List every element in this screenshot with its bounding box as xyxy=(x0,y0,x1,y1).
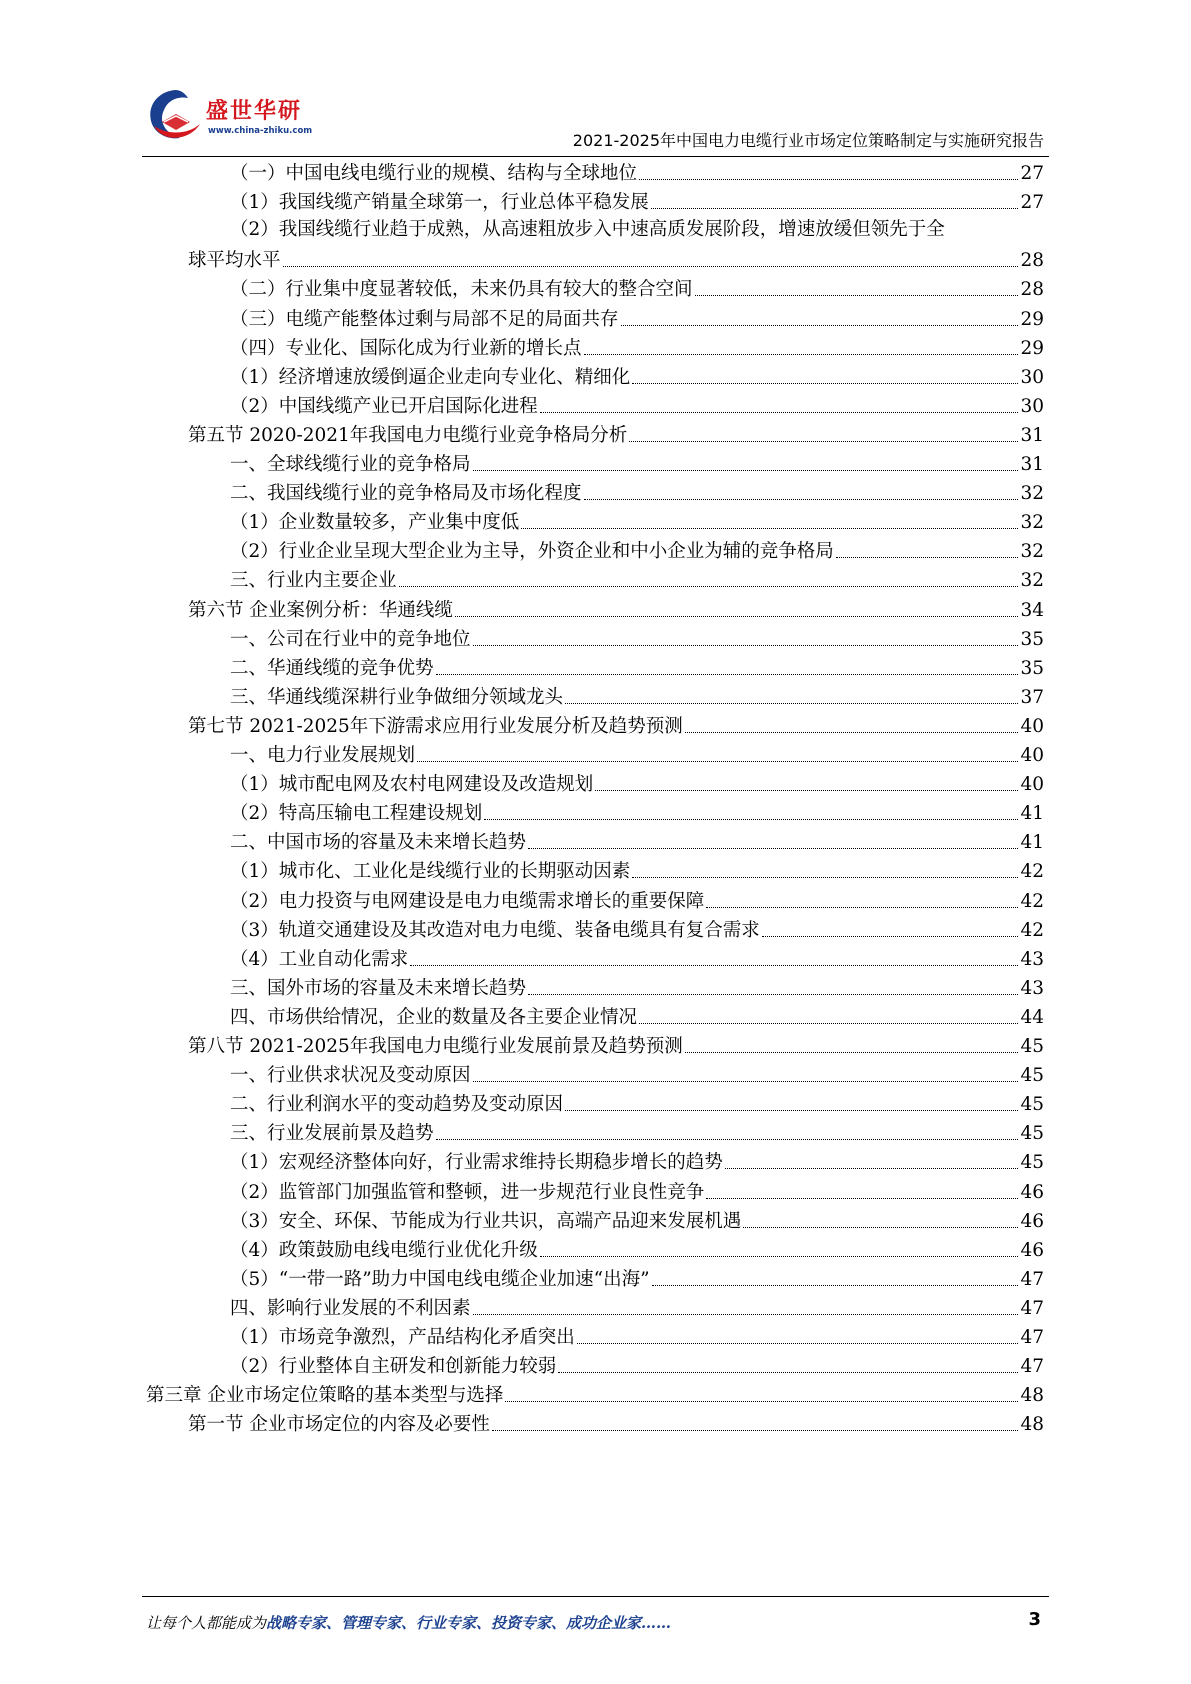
toc-entry[interactable] xyxy=(230,160,1044,186)
toc-entry-title: （1）我国线缆产销量全球第一，行业总体平稳发展 xyxy=(230,192,649,214)
toc-entry-title: 一、电力行业发展规划 xyxy=(230,745,416,766)
toc-page-number: 42 xyxy=(1020,890,1044,912)
toc-entry-title: （1）企业数量较多，产业集中度低 xyxy=(230,512,520,534)
toc-entry-title: 第三章 企业市场定位策略的基本类型与选择 xyxy=(146,1385,504,1407)
toc-dot-leader xyxy=(639,1023,1018,1024)
toc-entry[interactable] xyxy=(230,306,1044,332)
toc-entry-title: 四、市场供给情况，企业的数量及各主要企业情况 xyxy=(230,1006,638,1028)
toc-entry[interactable] xyxy=(230,480,1044,506)
toc-page-number: 43 xyxy=(1020,977,1044,999)
toc-dot-leader xyxy=(399,586,1019,587)
toc-dot-leader xyxy=(577,1343,1019,1344)
toc-dot-leader xyxy=(558,1372,1018,1373)
toc-entry-title: 三、行业发展前景及趋势 xyxy=(230,1123,434,1145)
logo-swoosh-icon xyxy=(142,84,208,146)
toc-dot-leader xyxy=(565,1110,1018,1111)
toc-dot-leader xyxy=(540,1256,1019,1257)
toc-entry[interactable] xyxy=(230,1179,1044,1205)
toc-entry[interactable] xyxy=(188,713,1044,739)
toc-entry-title: 一、行业供求状况及变动原因 xyxy=(230,1065,471,1087)
toc-dot-leader xyxy=(685,1052,1019,1053)
toc-dot-leader xyxy=(436,674,1019,675)
footer-slogan xyxy=(146,1612,671,1633)
toc-page-number: 41 xyxy=(1020,803,1044,825)
toc-entry-title: 第五节 2020-2021年我国电力电缆行业竞争格局分析 xyxy=(188,424,628,446)
toc-entry-title: （四）专业化、国际化成为行业新的增长点 xyxy=(230,337,582,359)
report-title: 2021-2025年中国电力电缆行业市场定位策略制定与实施研究报告 xyxy=(572,131,1044,150)
toc-entry[interactable] xyxy=(230,1091,1044,1117)
toc-page-number: 32 xyxy=(1020,570,1044,592)
toc-entry-title: 二、华通线缆的竞争优势 xyxy=(230,657,434,679)
toc-dot-leader xyxy=(629,441,1018,442)
toc-page-number: 46 xyxy=(1020,1210,1044,1232)
toc-entry[interactable] xyxy=(188,247,1044,273)
logo-text: 盛世华研 xyxy=(206,99,303,124)
toc-entry-title: 一、公司在行业中的竞争地位 xyxy=(230,628,471,650)
toc-page-number: 47 xyxy=(1020,1268,1044,1290)
toc-dot-leader xyxy=(436,1139,1019,1140)
toc-page-number: 28 xyxy=(1020,250,1044,272)
toc-dot-leader xyxy=(706,1198,1018,1199)
toc-entry-title: （2）监管部门加强监管和整顿，进一步规范行业良性竞争 xyxy=(230,1181,705,1203)
toc-entry-title: 第七节 2021-2025年下游需求应用行业发展分析及趋势预测 xyxy=(188,715,683,737)
toc-entry-title: （5）“一带一路”助力中国电线电缆企业加速“出海” xyxy=(230,1268,650,1290)
toc-entry[interactable] xyxy=(230,1208,1044,1234)
toc-entry[interactable] xyxy=(230,742,1044,768)
toc-entry[interactable] xyxy=(230,189,1044,215)
toc-dot-leader xyxy=(565,703,1018,704)
toc-page-number: 45 xyxy=(1020,1036,1044,1057)
toc-entry-title: 三、华通线缆深耕行业争做细分领域龙头 xyxy=(230,686,564,708)
toc-page-number: 47 xyxy=(1020,1327,1044,1348)
toc-page-number: 40 xyxy=(1020,745,1044,766)
toc-entry-title: 四、影响行业发展的不利因素 xyxy=(230,1297,471,1319)
toc-dot-leader xyxy=(584,499,1019,500)
toc-entry[interactable] xyxy=(230,800,1044,826)
toc-dot-leader xyxy=(725,1168,1019,1169)
toc-entry[interactable] xyxy=(230,1237,1044,1263)
toc-page-number: 29 xyxy=(1020,308,1044,330)
toc-page-number: 31 xyxy=(1020,424,1044,446)
toc-page-number: 31 xyxy=(1020,454,1044,475)
toc-dot-leader xyxy=(639,179,1018,180)
toc-entry[interactable] xyxy=(230,1353,1044,1379)
toc-dot-leader xyxy=(762,936,1019,937)
toc-page-number: 40 xyxy=(1020,715,1044,737)
toc-dot-leader xyxy=(695,295,1019,296)
toc-page-number: 35 xyxy=(1020,628,1044,650)
toc-entry[interactable] xyxy=(230,393,1044,419)
toc-dot-leader xyxy=(706,907,1018,908)
toc-entry-title: （1）宏观经济整体向好，行业需求维持长期稳步增长的趋势 xyxy=(230,1152,723,1174)
toc-entry[interactable] xyxy=(188,422,1044,448)
toc-entry[interactable] xyxy=(230,1004,1044,1030)
toc-dot-leader xyxy=(410,965,1018,966)
toc-page-number: 37 xyxy=(1020,686,1044,708)
toc-dot-leader xyxy=(584,354,1019,355)
toc-page-number: 45 xyxy=(1020,1094,1044,1116)
toc-entry[interactable] xyxy=(230,1120,1044,1146)
toc-entry-title: 第六节 企业案例分析：华通线缆 xyxy=(188,599,453,621)
toc-entry-title: （2）行业企业呈现大型企业为主导，外资企业和中小企业为辅的竞争格局 xyxy=(230,541,834,563)
toc-page-number: 47 xyxy=(1020,1297,1044,1319)
toc-entry-title: （1）城市配电网及农村电网建设及改造规划 xyxy=(230,774,594,796)
toc-dot-leader xyxy=(595,790,1018,791)
toc-entry-title: （1）城市化、工业化是线缆行业的长期驱动因素 xyxy=(230,861,631,883)
toc-entry-title: （2）中国线缆产业已开启国际化进程 xyxy=(230,395,538,417)
toc-dot-leader xyxy=(652,1285,1019,1286)
toc-entry[interactable] xyxy=(230,1324,1044,1350)
toc-dot-leader xyxy=(455,616,1019,617)
company-logo xyxy=(142,82,312,152)
toc-dot-leader xyxy=(540,412,1019,413)
toc-page-number: 42 xyxy=(1020,919,1044,941)
toc-entry[interactable] xyxy=(230,335,1044,361)
toc-dot-leader xyxy=(505,1401,1018,1402)
toc-dot-leader xyxy=(473,470,1019,471)
toc-dot-leader xyxy=(743,1227,1018,1228)
toc-entry-title: （3）轨道交通建设及其改造对电力电缆、装备电缆具有复合需求 xyxy=(230,919,760,941)
toc-entry[interactable] xyxy=(230,1266,1044,1292)
toc-entry[interactable] xyxy=(188,1033,1044,1059)
toc-page-number: 45 xyxy=(1020,1123,1044,1145)
toc-entry-title: 二、中国市场的容量及未来增长趋势 xyxy=(230,832,527,854)
toc-entry[interactable] xyxy=(230,567,1044,593)
toc-entry-line: （2）我国线缆行业趋于成熟，从高速粗放步入中速高质发展阶段，增速放缓但领先于全 xyxy=(230,219,945,241)
toc-page-number: 48 xyxy=(1020,1414,1044,1436)
toc-entry[interactable] xyxy=(230,1149,1044,1175)
slogan-prefix: 让每个人都能成为 xyxy=(146,1614,267,1632)
toc-entry[interactable] xyxy=(230,858,1044,884)
toc-entry[interactable] xyxy=(230,451,1044,477)
toc-entry-title: （三）电缆产能整体过剩与局部不足的局面共存 xyxy=(230,308,619,330)
toc-entry[interactable] xyxy=(230,364,1044,390)
toc-dot-leader xyxy=(632,383,1018,384)
toc-page-number: 44 xyxy=(1020,1006,1044,1028)
toc-page-number: 40 xyxy=(1020,774,1044,796)
toc-page-number: 42 xyxy=(1020,861,1044,883)
footer-divider xyxy=(142,1596,1049,1597)
toc-entry-title: 球平均水平 xyxy=(188,250,281,272)
toc-entry-title: （二）行业集中度显著较低，未来仍具有较大的整合空间 xyxy=(230,279,693,301)
toc-entry[interactable] xyxy=(230,684,1044,710)
toc-page-number: 30 xyxy=(1020,366,1044,388)
toc-entry-title: （4）工业自动化需求 xyxy=(230,948,409,970)
page-header xyxy=(0,0,1191,160)
toc-entry-title: 一、全球线缆行业的竞争格局 xyxy=(230,454,471,475)
toc-entry[interactable] xyxy=(230,509,1044,535)
header-divider xyxy=(142,156,1049,157)
toc-page-number: 34 xyxy=(1020,599,1044,621)
toc-entry[interactable] xyxy=(146,1382,1044,1408)
toc-dot-leader xyxy=(473,1081,1019,1082)
toc-entry-title: （2）特高压输电工程建设规划 xyxy=(230,803,483,825)
toc-page-number: 32 xyxy=(1020,483,1044,505)
toc-dot-leader xyxy=(492,1430,1019,1431)
toc-entry-title: 三、行业内主要企业 xyxy=(230,570,397,592)
toc-page-number: 30 xyxy=(1020,395,1044,417)
toc-dot-leader xyxy=(651,208,1019,209)
toc-entry[interactable] xyxy=(230,771,1044,797)
toc-page-number: 45 xyxy=(1020,1152,1044,1174)
toc-dot-leader xyxy=(836,557,1019,558)
slogan-highlight: 战略专家、管理专家、行业专家、投资专家、成功企业家…… xyxy=(266,1614,672,1632)
toc-page-number: 48 xyxy=(1020,1385,1044,1407)
toc-dot-leader xyxy=(484,819,1018,820)
toc-dot-leader xyxy=(521,528,1018,529)
toc-page-number: 29 xyxy=(1020,337,1044,359)
toc-dot-leader xyxy=(685,732,1019,733)
toc-entry[interactable] xyxy=(230,975,1044,1001)
toc-page-number: 45 xyxy=(1020,1065,1044,1087)
toc-dot-leader xyxy=(528,848,1018,849)
toc-page-number: 46 xyxy=(1020,1181,1044,1203)
page-number: 3 xyxy=(1028,1609,1041,1630)
toc-entry[interactable] xyxy=(230,1295,1044,1321)
toc-entry[interactable] xyxy=(230,946,1044,972)
toc-entry-title: （2）行业整体自主研发和创新能力较弱 xyxy=(230,1356,557,1378)
toc-page-number: 27 xyxy=(1020,163,1044,184)
toc-entry[interactable] xyxy=(230,1062,1044,1088)
toc-entry-title: （1）经济增速放缓倒逼企业走向专业化、精细化 xyxy=(230,366,631,388)
toc-dot-leader xyxy=(473,1314,1019,1315)
logo-url: www.china-zhiku.com xyxy=(208,126,313,136)
toc-entry-title: （2）电力投资与电网建设是电力电缆需求增长的重要保障 xyxy=(230,890,705,912)
toc-dot-leader xyxy=(473,645,1019,646)
toc-page-number: 35 xyxy=(1020,657,1044,679)
toc-dot-leader xyxy=(528,994,1018,995)
toc-page-number: 28 xyxy=(1020,279,1044,301)
toc-page-number: 27 xyxy=(1020,192,1044,214)
toc-entry-title: （4）政策鼓励电线电缆行业优化升级 xyxy=(230,1239,538,1261)
toc-entry-title: （1）市场竞争激烈，产品结构化矛盾突出 xyxy=(230,1327,575,1348)
toc-entry[interactable] xyxy=(230,888,1044,914)
toc-entry-title: 第八节 2021-2025年我国电力电缆行业发展前景及趋势预测 xyxy=(188,1036,683,1057)
toc-entry-title: （3）安全、环保、节能成为行业共识，高端产品迎来发展机遇 xyxy=(230,1210,742,1232)
toc-entry[interactable] xyxy=(230,655,1044,681)
toc-entry-title: （一）中国电线电缆行业的规模、结构与全球地位 xyxy=(230,163,638,184)
toc-page-number: 46 xyxy=(1020,1239,1044,1261)
toc-entry-title: 二、行业利润水平的变动趋势及变动原因 xyxy=(230,1094,564,1116)
toc-dot-leader xyxy=(632,877,1018,878)
toc-page-number: 47 xyxy=(1020,1356,1044,1378)
toc-page-number: 43 xyxy=(1020,948,1044,970)
toc-entry[interactable] xyxy=(230,917,1044,943)
toc-page-number: 32 xyxy=(1020,512,1044,534)
toc-entry-title: 第一节 企业市场定位的内容及必要性 xyxy=(188,1414,490,1436)
toc-entry[interactable] xyxy=(188,597,1044,623)
toc-dot-leader xyxy=(283,266,1019,267)
toc-dot-leader xyxy=(417,761,1018,762)
toc-entry[interactable] xyxy=(230,829,1044,855)
toc-entry[interactable] xyxy=(188,1411,1044,1437)
toc-entry[interactable] xyxy=(230,626,1044,652)
toc-entry[interactable] xyxy=(230,538,1044,564)
toc-entry-title: 三、国外市场的容量及未来增长趋势 xyxy=(230,977,527,999)
toc-page-number: 32 xyxy=(1020,541,1044,563)
toc-dot-leader xyxy=(621,325,1019,326)
toc-entry[interactable] xyxy=(230,276,1044,302)
toc-entry-title: 二、我国线缆行业的竞争格局及市场化程度 xyxy=(230,483,582,505)
toc-page-number: 41 xyxy=(1020,832,1044,854)
